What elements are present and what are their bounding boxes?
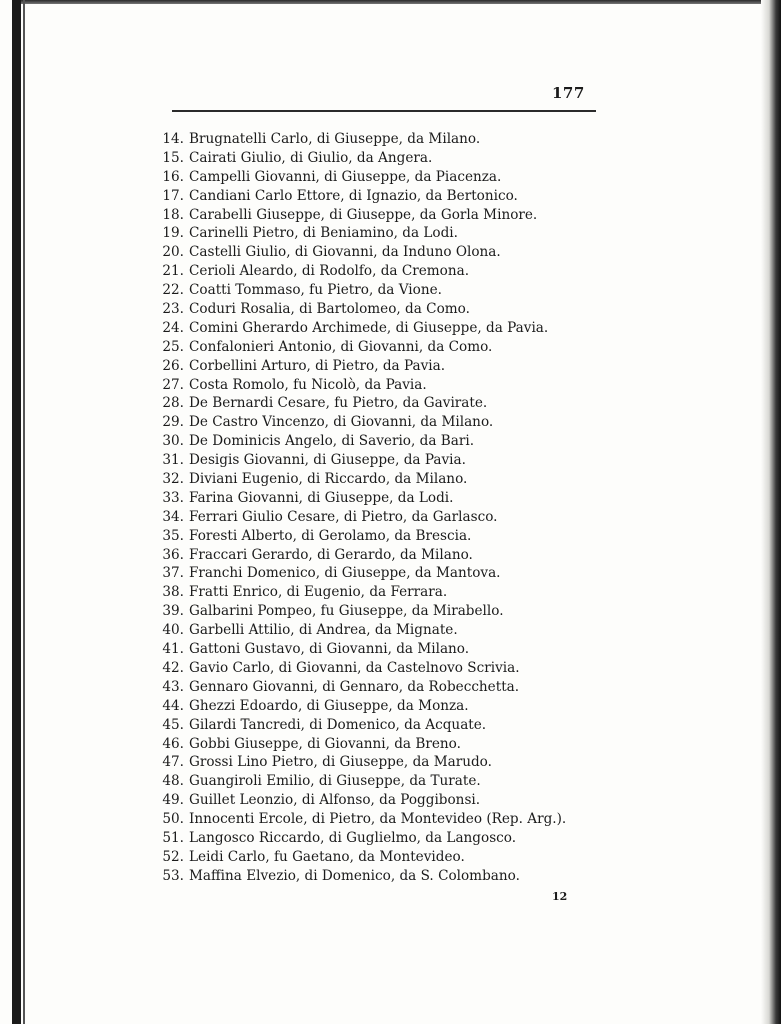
- entry-number: 21.: [162, 263, 184, 280]
- list-item: [150, 640, 600, 659]
- list-item: [150, 602, 600, 621]
- entry-text: Guangiroli Emilio, di Giuseppe, da Turate.: [189, 773, 481, 790]
- entry-number: 53.: [162, 867, 184, 884]
- list-item: [150, 583, 600, 602]
- entry-number: 48.: [162, 773, 184, 790]
- entry-text: Garbelli Attilio, di Andrea, da Mignate.: [189, 622, 458, 639]
- entry-number: 28.: [162, 395, 184, 412]
- list-item: [150, 130, 600, 149]
- entry-text: De Castro Vincenzo, di Giovanni, da Milano.: [189, 414, 494, 431]
- entry-number: 29.: [162, 414, 184, 431]
- list-item: [150, 432, 600, 451]
- header-rule: [172, 110, 596, 112]
- list-item: [150, 716, 600, 735]
- entry-text: Gennaro Giovanni, di Gennaro, da Robecchetta.: [189, 678, 520, 695]
- entry-text: Fraccari Gerardo, di Gerardo, da Milano.: [189, 546, 473, 563]
- list-item: [150, 413, 600, 432]
- list-item: [150, 867, 600, 886]
- entry-text: Gattoni Gustavo, di Giovanni, da Milano.: [189, 641, 470, 658]
- entry-text: Gavio Carlo, di Giovanni, da Castelnovo Scrivia.: [189, 659, 520, 676]
- list-item: [150, 753, 600, 772]
- entry-text: Brugnatelli Carlo, di Giuseppe, da Milano.: [189, 131, 481, 147]
- entry-text: Candiani Carlo Ettore, di Ignazio, da Bertonico.: [189, 187, 518, 204]
- list-item: [150, 319, 600, 338]
- entry-text: Coduri Rosalia, di Bartolomeo, da Como.: [189, 301, 470, 318]
- entry-number: 39.: [162, 603, 184, 620]
- entry-text: Cairati Giulio, di Giulio, da Angera.: [189, 149, 433, 166]
- entry-number: 44.: [162, 697, 184, 714]
- entry-text: Ferrari Giulio Cesare, di Pietro, da Garlasco.: [189, 508, 498, 525]
- scan-right-edge: [761, 0, 781, 1024]
- entry-text: Franchi Domenico, di Giuseppe, da Mantova.: [189, 565, 501, 582]
- entry-number: 34.: [162, 508, 184, 525]
- entry-text: Grossi Lino Pietro, di Giuseppe, da Marudo.: [189, 754, 492, 771]
- scan-left-edge-inner: [23, 0, 25, 1024]
- entry-text: Diviani Eugenio, di Riccardo, da Milano.: [189, 471, 468, 488]
- entry-text: Gobbi Giuseppe, di Giovanni, da Breno.: [189, 735, 461, 752]
- entry-number: 43.: [162, 678, 184, 695]
- entry-number: 31.: [162, 452, 184, 469]
- list-item: [150, 489, 600, 508]
- list-item: [150, 678, 600, 697]
- entry-text: Galbarini Pompeo, fu Giuseppe, da Mirabello.: [189, 603, 504, 620]
- list-item: [150, 772, 600, 791]
- entry-text: Corbellini Arturo, di Pietro, da Pavia.: [189, 357, 446, 374]
- list-item: [150, 697, 600, 716]
- entry-number: 32.: [162, 471, 184, 488]
- list-item: [150, 206, 600, 225]
- entry-text: Gilardi Tancredi, di Domenico, da Acquate.: [189, 716, 487, 733]
- entry-number: 18.: [162, 206, 184, 223]
- entry-number: 49.: [162, 792, 184, 809]
- entry-text: Comini Gherardo Archimede, di Giuseppe, da Pavia.: [189, 319, 549, 336]
- entry-number: 45.: [162, 716, 184, 733]
- entry-number: 19.: [162, 225, 184, 242]
- list-item: [150, 149, 600, 168]
- entry-text: Foresti Alberto, di Gerolamo, da Brescia.: [189, 527, 472, 544]
- list-item: [150, 791, 600, 810]
- entry-number: 27.: [162, 376, 184, 393]
- list-item: [150, 829, 600, 848]
- scan-top-edge: [12, 0, 781, 4]
- entry-number: 37.: [162, 565, 184, 582]
- entry-text: Ghezzi Edoardo, di Giuseppe, da Monza.: [189, 697, 469, 714]
- entry-text: Maffina Elvezio, di Domenico, da S. Colombano.: [189, 867, 520, 884]
- entry-text: Farina Giovanni, di Giuseppe, da Lodi.: [189, 489, 454, 506]
- list-item: [150, 810, 600, 829]
- entry-text: Campelli Giovanni, di Giuseppe, da Piacenza.: [189, 168, 502, 185]
- list-item: [150, 564, 600, 583]
- entry-text: Castelli Giulio, di Giovanni, da Induno Olona.: [189, 244, 501, 261]
- entry-number: 24.: [162, 319, 184, 336]
- list-item: [150, 451, 600, 470]
- entry-text: Fratti Enrico, di Eugenio, da Ferrara.: [189, 584, 448, 601]
- entry-number: 15.: [162, 149, 184, 166]
- entry-text: De Bernardi Cesare, fu Pietro, da Gavirate.: [189, 395, 488, 412]
- list-item: [150, 357, 600, 376]
- list-item: [150, 262, 600, 281]
- scan-left-edge: [12, 0, 21, 1024]
- entry-number: 16.: [162, 168, 184, 185]
- entry-number: 36.: [162, 546, 184, 563]
- entry-text: Leidi Carlo, fu Gaetano, da Montevideo.: [189, 848, 465, 865]
- entry-number: 51.: [162, 829, 184, 846]
- list-item: [150, 394, 600, 413]
- entry-number: 22.: [162, 282, 184, 299]
- list-item: [150, 376, 600, 395]
- entry-number: 38.: [162, 584, 184, 601]
- list-item: [150, 546, 600, 565]
- entry-number: 14.: [162, 131, 184, 147]
- entry-text: Innocenti Ercole, di Pietro, da Montevideo (Rep. Arg.).: [189, 811, 567, 828]
- list-item: [150, 848, 600, 867]
- entry-number: 23.: [162, 301, 184, 318]
- list-item: [150, 187, 600, 206]
- list-item: [150, 243, 600, 262]
- list-item: [150, 659, 600, 678]
- entry-number: 52.: [162, 848, 184, 865]
- entry-number: 35.: [162, 527, 184, 544]
- signature-mark: 12: [552, 890, 568, 903]
- list-item: [150, 508, 600, 527]
- list-item: [150, 224, 600, 243]
- entry-text: Costa Romolo, fu Nicolò, da Pavia.: [189, 376, 427, 393]
- entry-number: 46.: [162, 735, 184, 752]
- list-item: [150, 527, 600, 546]
- entry-text: Coatti Tommaso, fu Pietro, da Vione.: [189, 282, 442, 299]
- list-item: [150, 470, 600, 489]
- list-item: [150, 338, 600, 357]
- entry-number: 17.: [162, 187, 184, 204]
- entry-text: Cerioli Aleardo, di Rodolfo, da Cremona.: [189, 263, 470, 280]
- list-item: [150, 281, 600, 300]
- name-list: [150, 130, 600, 886]
- entry-number: 20.: [162, 244, 184, 261]
- list-item: [150, 300, 600, 319]
- page-number: 177: [552, 84, 585, 102]
- entry-number: 40.: [162, 622, 184, 639]
- list-item: [150, 621, 600, 640]
- entry-text: Carabelli Giuseppe, di Giuseppe, da Gorla Minore.: [189, 206, 538, 223]
- entry-text: Confalonieri Antonio, di Giovanni, da Como.: [189, 338, 493, 355]
- entry-number: 41.: [162, 641, 184, 658]
- entry-number: 30.: [162, 433, 184, 450]
- entry-number: 50.: [162, 811, 184, 828]
- entry-number: 33.: [162, 489, 184, 506]
- entry-number: 47.: [162, 754, 184, 771]
- entry-text: De Dominicis Angelo, di Saverio, da Bari.: [189, 433, 475, 450]
- list-item: [150, 168, 600, 187]
- list-item: [150, 735, 600, 754]
- entry-text: Desigis Giovanni, di Giuseppe, da Pavia.: [189, 452, 466, 469]
- entry-number: 25.: [162, 338, 184, 355]
- entry-text: Carinelli Pietro, di Beniamino, da Lodi.: [189, 225, 458, 242]
- entry-text: Langosco Riccardo, di Guglielmo, da Langosco.: [189, 829, 517, 846]
- entry-number: 42.: [162, 659, 184, 676]
- entry-text: Guillet Leonzio, di Alfonso, da Poggibonsi.: [189, 792, 481, 809]
- entry-number: 26.: [162, 357, 184, 374]
